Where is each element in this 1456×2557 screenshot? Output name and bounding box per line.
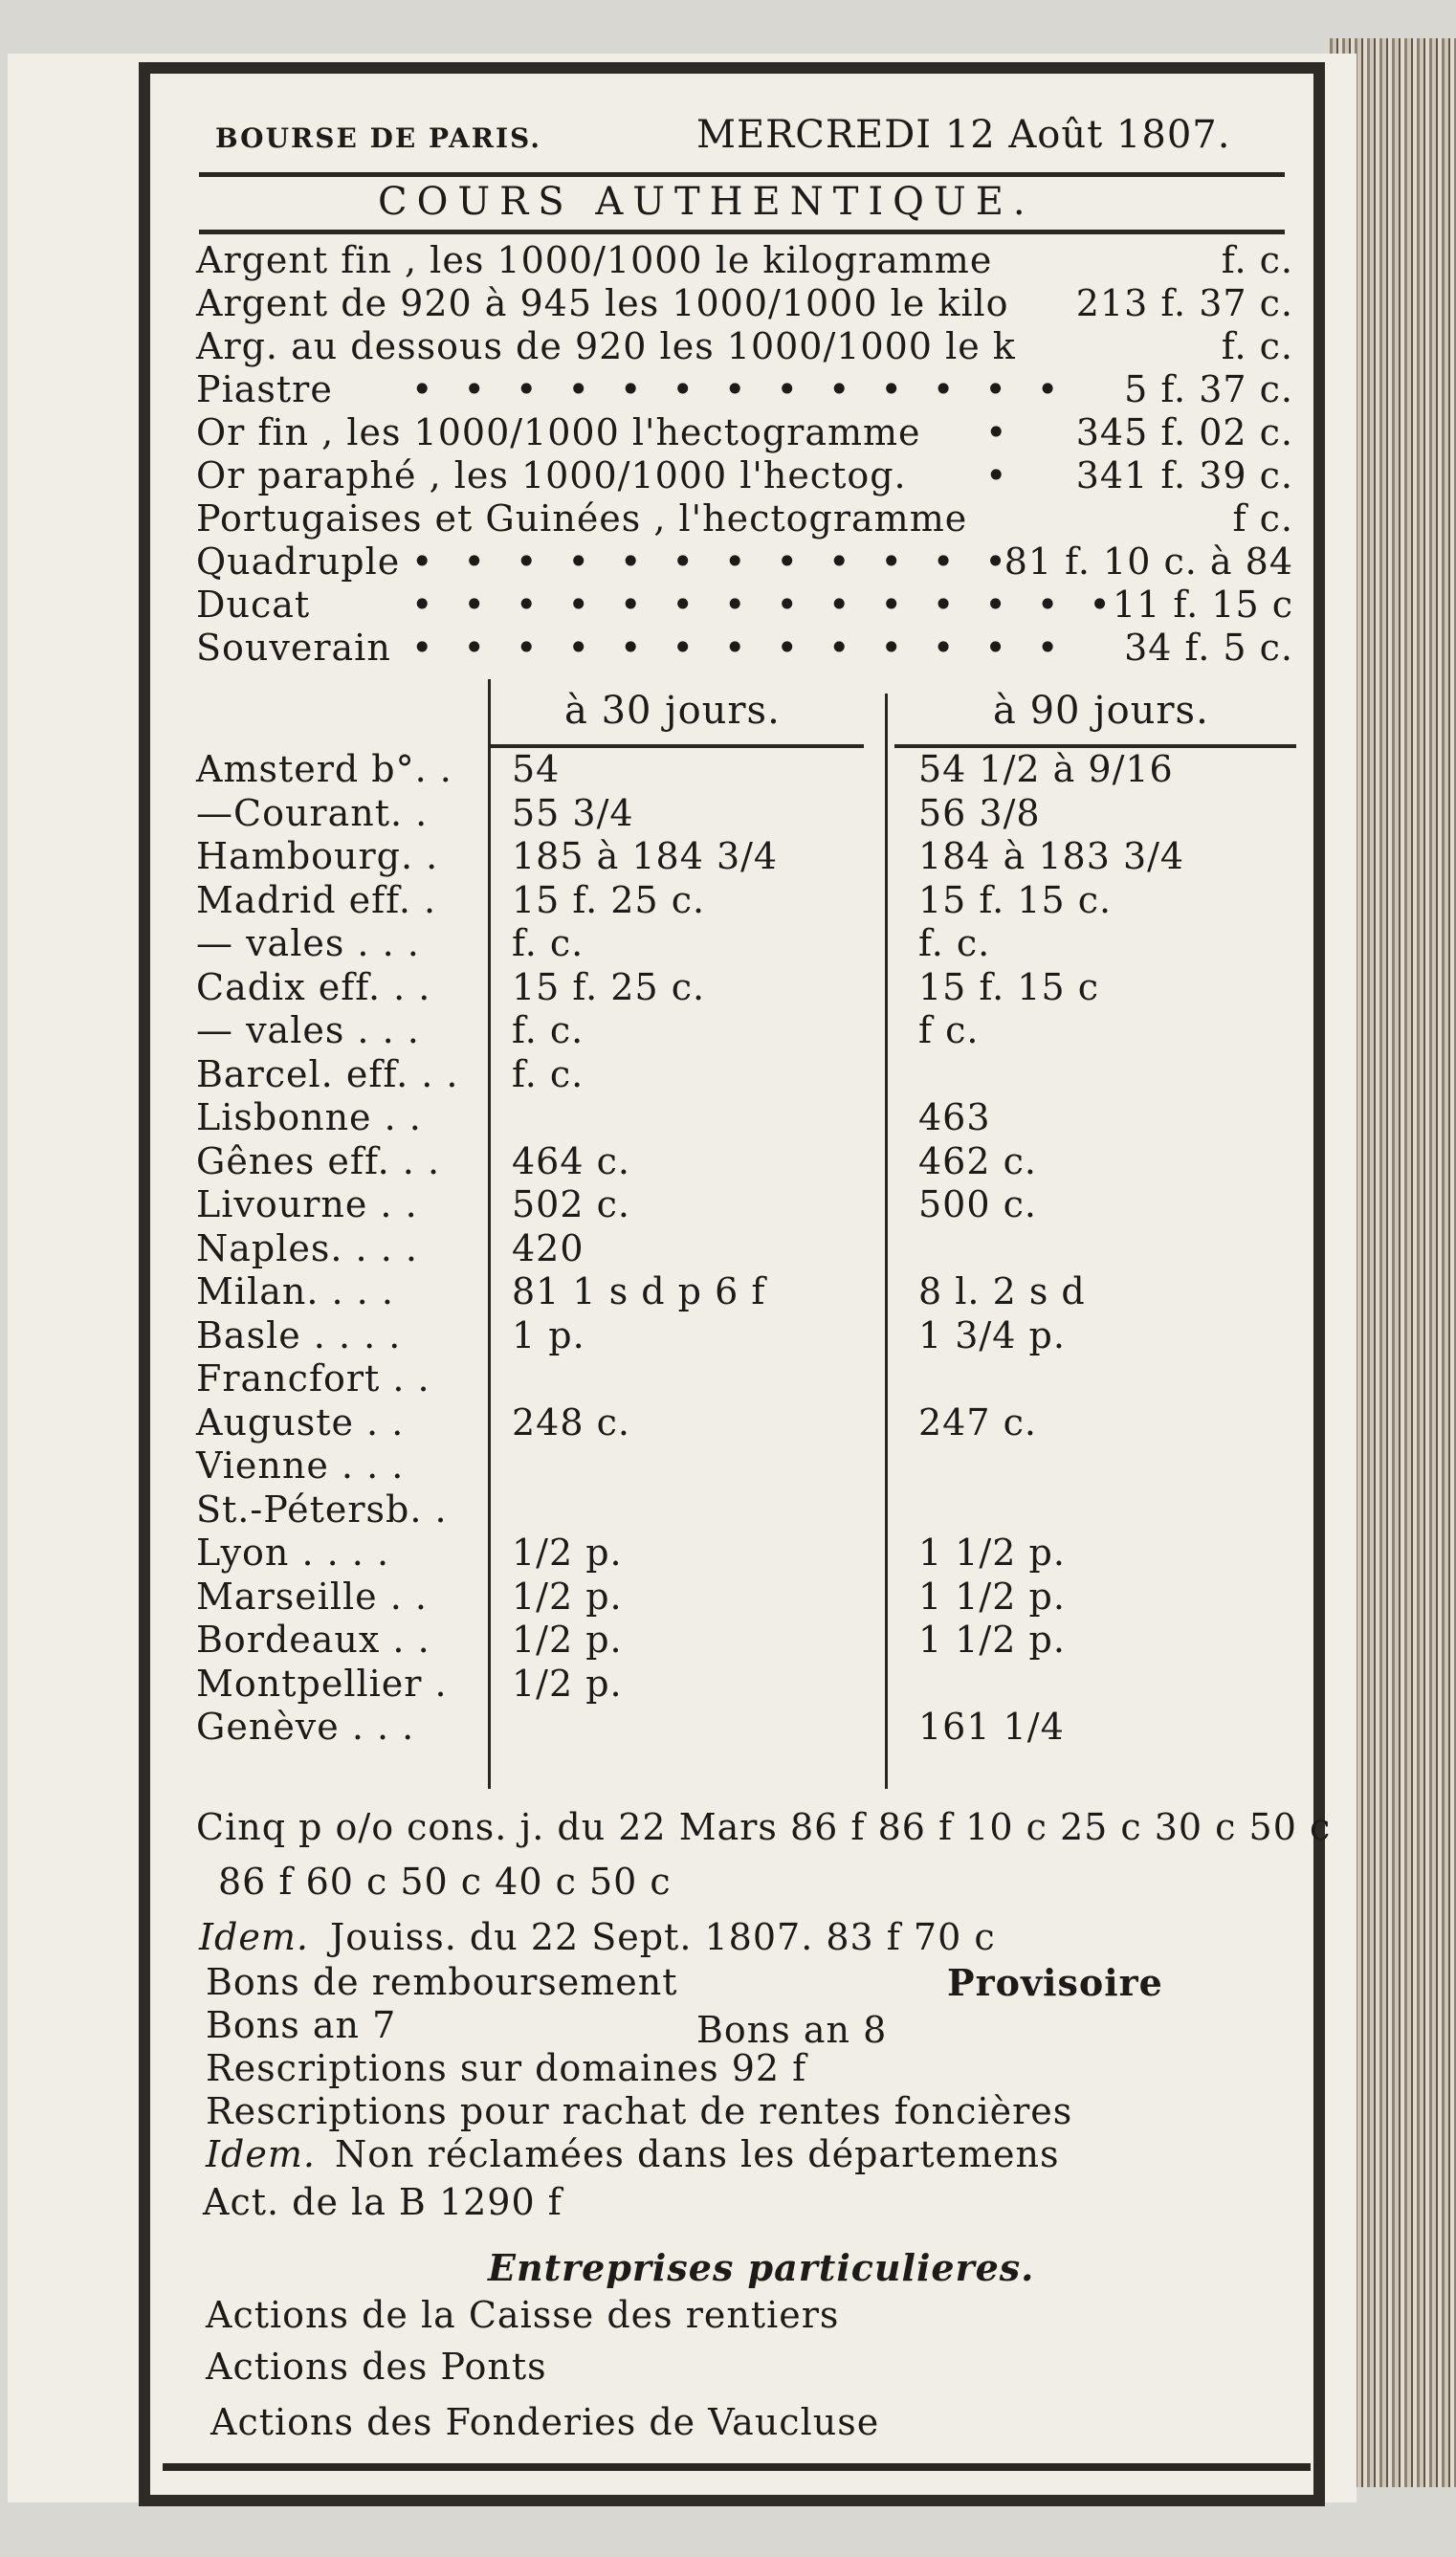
leader-dots: • • • • • • • • • • • • •: [411, 368, 1069, 410]
rate-30-days: 15 f. 25 c.: [512, 879, 706, 921]
col-divider-right: [885, 694, 888, 1789]
act-banque: Act. de la B 1290 f: [203, 2181, 563, 2223]
exchange-city: Basle . . . .: [196, 1314, 402, 1356]
metal-value: f. c.: [1221, 325, 1293, 367]
rentes-line2: 86 f 60 c 50 c 40 c 50 c: [218, 1861, 672, 1903]
exchange-city: Livourne . .: [196, 1183, 418, 1225]
metal-label: Souverain: [196, 627, 391, 669]
rescriptions-rachat: Rescriptions pour rachat de rentes foncières: [206, 2090, 1073, 2132]
rate-90-days: 500 c.: [918, 1183, 1037, 1225]
header-date: MERCREDI 12 Août 1807.: [696, 113, 1231, 157]
rate-30-days: 502 c.: [512, 1183, 630, 1225]
exchange-city: Cadix eff. . .: [196, 966, 431, 1008]
rate-30-days: 248 c.: [512, 1401, 630, 1444]
metal-value: 81 f. 10 c. à 84: [1004, 540, 1293, 583]
metal-label: Argent fin , les 1000/1000 le kilogramme: [196, 239, 993, 281]
rate-30-days: 81 1 s d p 6 f: [512, 1270, 766, 1312]
col90-heading: à 90 jours.: [993, 689, 1209, 733]
metal-label: Arg. au dessous de 920 les 1000/1000 le k: [196, 325, 1016, 367]
metal-value: 345 f. 02 c.: [1075, 411, 1293, 453]
metal-value: f c.: [1232, 497, 1293, 540]
rate-30-days: 185 à 184 3/4: [512, 835, 779, 877]
rate-30-days: 1/2 p.: [512, 1532, 623, 1574]
idem-text: Jouiss. du 22 Sept. 1807. 83 f 70 c: [330, 1916, 996, 1958]
exchange-city: Naples. . . .: [196, 1227, 418, 1269]
exchange-city: Auguste . .: [196, 1401, 405, 1444]
exchange-city: Montpellier .: [196, 1663, 448, 1705]
rate-90-days: 15 f. 15 c.: [918, 879, 1113, 921]
exchange-city: — vales . . .: [196, 922, 420, 964]
exchange-city: St.-Pétersb. .: [196, 1488, 448, 1531]
bons-an-8: Bons an 8: [696, 2009, 888, 2051]
exchange-city: Milan. . . .: [196, 1270, 394, 1312]
rate-30-days: 420: [512, 1227, 585, 1269]
rate-90-days: 247 c.: [918, 1401, 1037, 1444]
header-left: BOURSE DE PARIS.: [215, 122, 542, 154]
rate-30-days: 464 c.: [512, 1140, 630, 1182]
metal-label: Argent de 920 à 945 les 1000/1000 le kilo: [196, 282, 1009, 324]
exchange-city: —Courant. .: [196, 792, 429, 834]
entreprises-heading: Entreprises particulieres.: [488, 2246, 1035, 2289]
rate-90-days: 161 1/4: [918, 1706, 1065, 1748]
exchange-city: Vienne . . .: [196, 1444, 405, 1487]
exchange-city: Lyon . . . .: [196, 1532, 390, 1574]
rate-30-days: 1 p.: [512, 1314, 585, 1356]
exchange-city: Gênes eff. . .: [196, 1140, 441, 1182]
metal-value: 11 f. 15 c: [1112, 584, 1293, 626]
rate-90-days: 184 à 183 3/4: [918, 835, 1185, 877]
idem2-label: Idem.: [206, 2133, 316, 2175]
rate-90-days: 1 1/2 p.: [918, 1532, 1066, 1574]
rate-90-days: 1 1/2 p.: [918, 1576, 1066, 1618]
rentes-line1: Cinq p o/o cons. j. du 22 Mars 86 f 86 f 10 c 25 c 30 c 50 c: [196, 1806, 1332, 1848]
metal-value: f. c.: [1221, 239, 1293, 281]
leader-dots: •: [985, 454, 1017, 496]
rate-90-days: 8 l. 2 s d: [918, 1270, 1086, 1312]
metal-label: Ducat: [196, 584, 311, 626]
page-title: COURS AUTHENTIQUE.: [378, 180, 1035, 224]
metal-label: Or paraphé , les 1000/1000 l'hectog.: [196, 454, 907, 496]
metal-label: Or fin , les 1000/1000 l'hectogramme: [196, 411, 921, 453]
rate-90-days: f c.: [918, 1009, 980, 1051]
idem-label: Idem.: [199, 1916, 309, 1958]
leader-dots: • • • • • • • • • • • •: [411, 540, 1016, 583]
exchange-city: Genève . . .: [196, 1706, 415, 1748]
exchange-city: Bordeaux . .: [196, 1619, 430, 1661]
exchange-city: — vales . . .: [196, 1009, 420, 1051]
rate-30-days: 1/2 p.: [512, 1663, 623, 1705]
exchange-city: Madrid eff. .: [196, 879, 437, 921]
metal-value: 34 f. 5 c.: [1124, 627, 1293, 669]
rate-90-days: 1 1/2 p.: [918, 1619, 1066, 1661]
rate-90-days: 463: [918, 1096, 991, 1138]
entreprise-item: Actions des Ponts: [206, 2346, 547, 2388]
metal-label: Portugaises et Guinées , l'hectogramme: [196, 497, 968, 540]
entreprise-item: Actions de la Caisse des rentiers: [206, 2294, 840, 2336]
rate-30-days: 55 3/4: [512, 792, 634, 834]
rate-90-days: 54 1/2 à 9/16: [918, 748, 1174, 790]
metal-value: 5 f. 37 c.: [1124, 368, 1293, 410]
rate-30-days: f. c.: [512, 1009, 585, 1051]
metal-value: 213 f. 37 c.: [1075, 282, 1293, 324]
bons-an-7: Bons an 7: [206, 2004, 397, 2046]
bons-remboursement: Bons de remboursement: [206, 1961, 678, 2003]
title-rule: [199, 230, 1285, 234]
exchange-city: Hambourg. .: [196, 835, 439, 877]
rescriptions-domaines: Rescriptions sur domaines 92 f: [206, 2047, 807, 2089]
leader-dots: • • • • • • • • • • • • • •: [411, 584, 1120, 626]
rate-30-days: f. c.: [512, 1053, 585, 1095]
entreprise-item: Actions des Fonderies de Vaucluse: [210, 2401, 880, 2443]
bottom-rule: [163, 2463, 1311, 2471]
rate-90-days: f. c.: [918, 922, 991, 964]
header-rule: [199, 172, 1285, 177]
col-divider-left: [488, 679, 491, 1789]
rate-90-days: 1 3/4 p.: [918, 1314, 1066, 1356]
rate-30-days: 54: [512, 748, 561, 790]
metal-label: Quadruple: [196, 540, 401, 583]
rate-30-days: f. c.: [512, 922, 585, 964]
idem2-text: Non réclamées dans les départemens: [335, 2133, 1060, 2175]
rate-90-days: 462 c.: [918, 1140, 1037, 1182]
provisoire: Provisoire: [947, 1961, 1163, 2004]
exchange-city: Francfort . .: [196, 1357, 430, 1400]
metal-label: Piastre: [196, 368, 333, 410]
exchange-city: Marseille . .: [196, 1576, 428, 1618]
exchange-city: Amsterd b°. .: [196, 748, 452, 790]
leader-dots: •: [985, 411, 1017, 453]
rate-90-days: 56 3/8: [918, 792, 1041, 834]
exchange-city: Lisbonne . .: [196, 1096, 422, 1138]
rate-30-days: 15 f. 25 c.: [512, 966, 706, 1008]
rate-30-days: 1/2 p.: [512, 1576, 623, 1618]
leader-dots: • • • • • • • • • • • • •: [411, 627, 1069, 669]
col30-heading: à 30 jours.: [564, 689, 781, 733]
metal-value: 341 f. 39 c.: [1075, 454, 1293, 496]
exchange-city: Barcel. eff. . .: [196, 1053, 459, 1095]
rate-90-days: 15 f. 15 c: [918, 966, 1100, 1008]
rate-30-days: 1/2 p.: [512, 1619, 623, 1661]
